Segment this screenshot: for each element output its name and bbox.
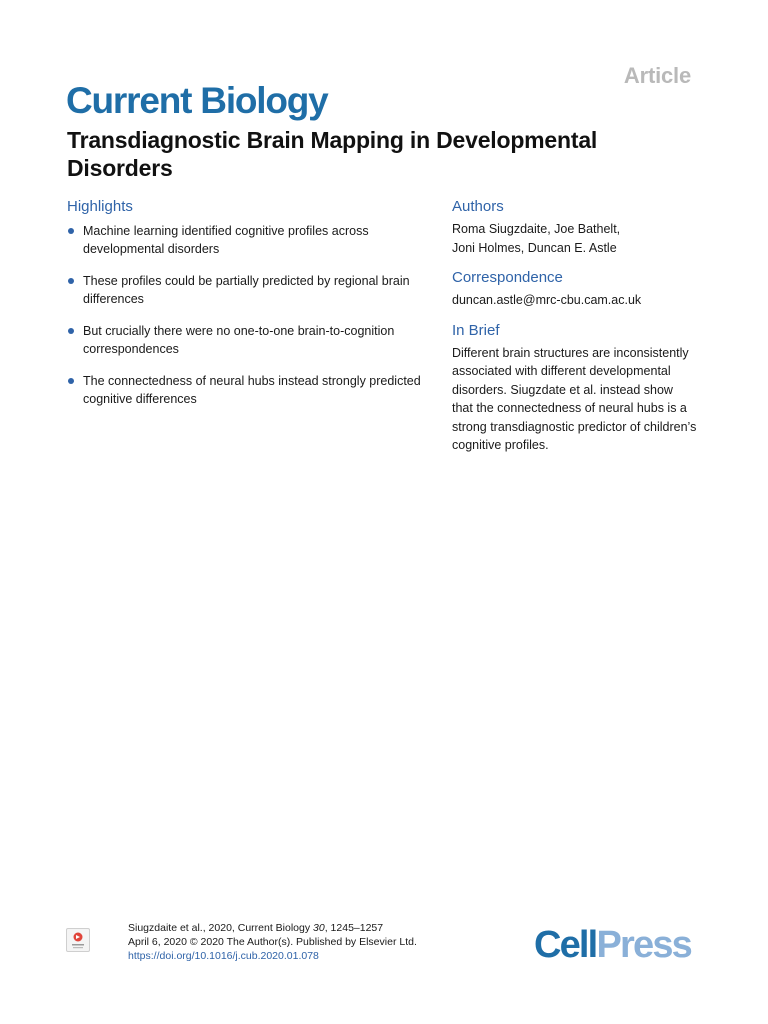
correspondence-block xyxy=(452,269,702,310)
highlight-item xyxy=(67,372,442,408)
page-title: Transdiagnostic Brain Mapping in Developmental Disorders xyxy=(67,127,598,181)
authors-heading: Authors xyxy=(452,198,504,215)
highlight-item xyxy=(67,272,442,308)
highlight-text: But crucially there were no one-to-one brain-to-cognition correspondences xyxy=(83,324,395,356)
highlight-text: Machine learning identified cognitive profiles across developmental disorders xyxy=(83,224,369,256)
in-brief-text: Different brain structures are inconsistently associated with different developmental disorders. Siugzdate et al. instead show that the connectedness of neural hubs is a strong transdiagnostic predictor of children’s cognitive profiles. xyxy=(452,345,697,452)
in-brief-heading: In Brief xyxy=(452,321,500,339)
correspondence-email[interactable]: duncan.astle@mrc-cbu.cam.ac.uk xyxy=(452,293,642,307)
highlight-text: The connectedness of neural hubs instead strongly predicted cognitive differences xyxy=(83,374,421,406)
bullet-icon xyxy=(68,228,74,234)
bullet-icon xyxy=(68,378,74,384)
highlight-item xyxy=(67,322,442,358)
logo-press: Press xyxy=(596,924,691,966)
authors-list: Roma Siugzdaite, Joe Bathelt, Joni Holmes, Duncan E. Astle xyxy=(452,222,621,255)
highlights-list xyxy=(67,222,442,408)
highlights-section xyxy=(67,198,442,422)
article-label: Article xyxy=(623,63,691,88)
doi-link[interactable]: https://doi.org/10.1016/j.cub.2020.01.078 xyxy=(128,950,319,962)
bullet-icon xyxy=(68,278,74,284)
citation-line xyxy=(128,921,417,935)
update-badge-graphic xyxy=(67,929,89,951)
correspondence-heading: Correspondence xyxy=(452,269,563,286)
citation-footer xyxy=(128,921,417,963)
cellpress-logo xyxy=(534,920,691,970)
highlights-heading: Highlights xyxy=(67,198,133,215)
bullet-icon xyxy=(68,328,74,334)
citation-pages: , 1245–1257 xyxy=(324,922,384,934)
in-brief-block xyxy=(452,322,702,455)
journal-name: Current Biology xyxy=(66,80,328,121)
highlight-item xyxy=(67,222,442,258)
authors-block xyxy=(452,198,702,257)
check-for-updates-icon[interactable] xyxy=(66,928,90,952)
logo-cell: Cell xyxy=(533,924,597,966)
citation-prefix: Siugzdaite et al., 2020, Current Biology xyxy=(128,922,314,934)
citation-volume: 30 xyxy=(313,922,325,934)
copyright-line: April 6, 2020 © 2020 The Author(s). Published by Elsevier Ltd. xyxy=(128,936,417,948)
highlight-text: These profiles could be partially predicted by regional brain differences xyxy=(83,274,410,306)
right-column xyxy=(452,198,702,467)
